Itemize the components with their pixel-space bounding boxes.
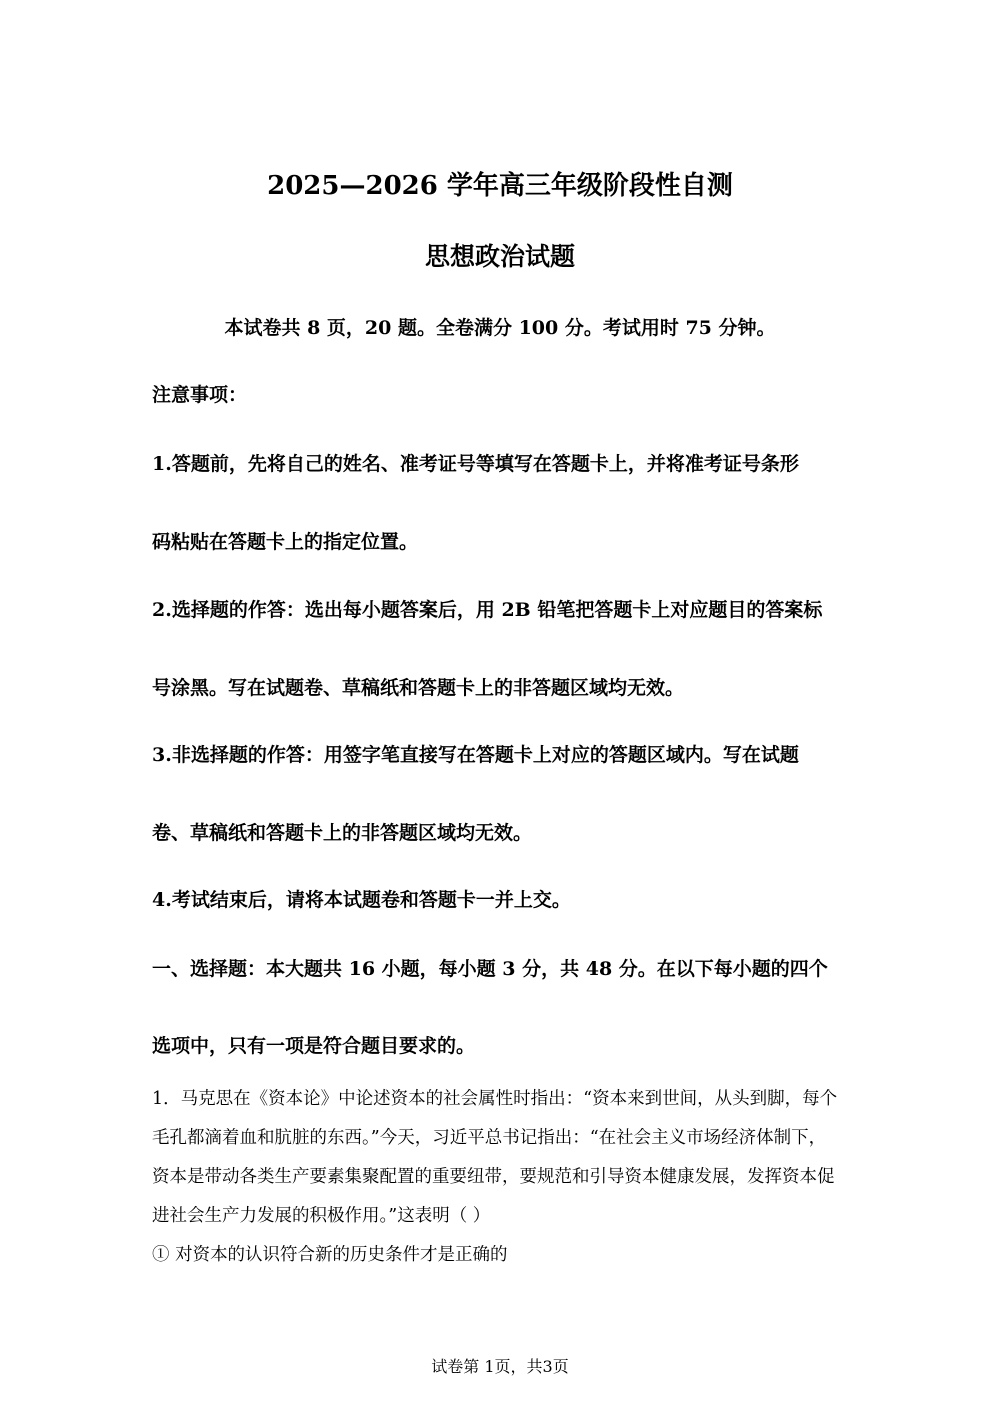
exam-summary: 本试卷共 8 页，20 题。全卷满分 100 分。考试用时 75 分钟。 (224, 317, 776, 339)
question-1-line-2: 毛孔都滴着血和肮脏的东西。”今天，习近平总书记指出：“在社会主义市场经济体制下， (152, 1128, 827, 1148)
notice-item-1-line-1: 1.答题前，先将自己的姓名、准考证号等填写在答题卡上，并将准考证号条形 (152, 453, 799, 475)
notice-item-3-line-1: 3.非选择题的作答：用签字笔直接写在答题卡上对应的答题区域内。写在试题 (152, 744, 799, 766)
exam-subject: 思想政治试题 (424, 242, 575, 271)
notice-item-4: 4.考试结束后，请将本试题卷和答题卡一并上交。 (152, 889, 571, 911)
question-1-line-1: 1．马克思在《资本论》中论述资本的社会属性时指出：“资本来到世间，从头到脚，每个 (152, 1089, 838, 1109)
question-1-option-1: ① 对资本的认识符合新的历史条件才是正确的 (152, 1245, 508, 1265)
notice-item-2-line-2: 号涂黑。写在试题卷、草稿纸和答题卡上的非答题区域均无效。 (152, 677, 685, 699)
notice-item-3-line-2: 卷、草稿纸和答题卡上的非答题区域均无效。 (152, 822, 533, 844)
notice-item-2-line-1: 2.选择题的作答：选出每小题答案后，用 2B 铅笔把答题卡上对应题目的答案标 (152, 599, 823, 621)
section-1-heading-line-2: 选项中，只有一项是符合题目要求的。 (152, 1035, 476, 1057)
section-1-heading-line-1: 一、选择题：本大题共 16 小题，每小题 3 分，共 48 分。在以下每小题的四个 (152, 958, 828, 980)
question-1-line-3: 资本是带动各类生产要素集聚配置的重要纽带，要规范和引导资本健康发展，发挥资本促 (152, 1167, 835, 1187)
notice-heading: 注意事项： (152, 384, 248, 406)
question-1-line-4: 进社会生产力发展的积极作用。”这表明（ ） (152, 1206, 491, 1226)
notice-item-1-line-2: 码粘贴在答题卡上的指定位置。 (152, 531, 419, 553)
exam-title: 2025—2026 学年高三年级阶段性自测 (267, 171, 733, 201)
page-footer: 试卷第 1页，共3页 (431, 1357, 569, 1376)
